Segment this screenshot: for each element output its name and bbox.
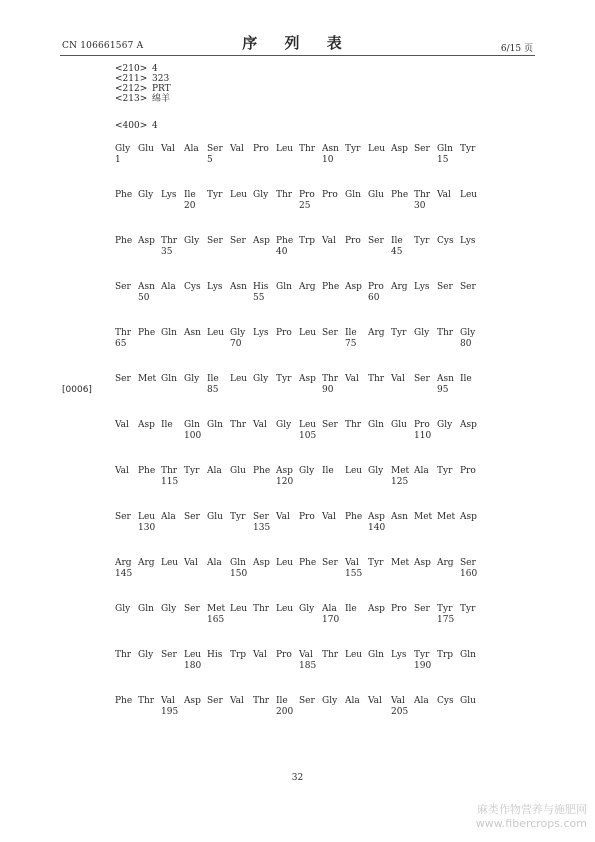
residue: Pro	[299, 190, 315, 200]
position-number: 60	[368, 293, 380, 303]
position-number: 10	[322, 155, 334, 165]
residue: Pro	[460, 466, 476, 476]
residue: His	[207, 650, 223, 660]
residue: Met	[391, 466, 410, 476]
residue: Tyr	[276, 374, 292, 384]
watermark-url: www.fibercrops.com	[475, 817, 587, 830]
residue: Phe	[391, 190, 409, 200]
residue: Met	[437, 512, 456, 522]
residue: Leu	[299, 328, 317, 338]
residue: Lys	[414, 282, 430, 292]
residue: Gly	[437, 420, 453, 430]
sequence-block	[115, 374, 485, 398]
residue: Arg	[437, 558, 454, 568]
residue: Leu	[460, 190, 478, 200]
position-number: 175	[437, 615, 455, 625]
sequence-block	[115, 604, 485, 628]
page-count: 6/15 页	[500, 44, 533, 54]
position-number: 55	[253, 293, 265, 303]
residue: Ala	[414, 466, 429, 476]
residue: Ser	[184, 604, 200, 614]
residue: Met	[391, 558, 410, 568]
residue: Gln	[368, 420, 384, 430]
residue: Phe	[115, 190, 133, 200]
residue: Gln	[437, 144, 453, 154]
residue: Val	[345, 558, 359, 568]
residue: Asp	[184, 696, 201, 706]
residue: Gly	[253, 190, 269, 200]
residue: Ile	[161, 420, 173, 430]
residue: Met	[207, 604, 226, 614]
position-number: 185	[299, 661, 317, 671]
residue: Met	[414, 512, 433, 522]
residue: Arg	[368, 328, 385, 338]
residue: Thr	[253, 604, 270, 614]
residue: Ser	[460, 282, 476, 292]
position-number: 110	[414, 431, 432, 441]
meta-tag: <210>	[115, 64, 148, 74]
sequence-block	[115, 190, 485, 214]
position-number: 100	[184, 431, 202, 441]
position-number: 120	[276, 477, 294, 487]
residue: Phe	[138, 328, 156, 338]
residue: Gly	[414, 328, 430, 338]
residue: Ser	[322, 558, 338, 568]
position-number: 90	[322, 385, 334, 395]
residue: Tyr	[414, 650, 430, 660]
residue: Val	[437, 190, 451, 200]
residue: Asp	[460, 512, 477, 522]
residue: Asp	[138, 236, 155, 246]
position-number: 170	[322, 615, 340, 625]
residue: Val	[161, 144, 175, 154]
residue: His	[253, 282, 269, 292]
residue: Thr	[437, 328, 454, 338]
position-number: 65	[115, 339, 127, 349]
residue: Ala	[414, 696, 429, 706]
residue: Val	[322, 236, 336, 246]
residue: Ser	[299, 696, 315, 706]
residue: Glu	[138, 144, 154, 154]
residue: Gly	[161, 604, 177, 614]
sequence-header	[115, 121, 158, 131]
residue: Asp	[368, 604, 385, 614]
position-number: 95	[437, 385, 449, 395]
residue: Ser	[414, 374, 430, 384]
position-number: 85	[207, 385, 219, 395]
position-number: 160	[460, 569, 478, 579]
residue: Asn	[391, 512, 408, 522]
residue: Phe	[115, 236, 133, 246]
residue: Val	[299, 650, 313, 660]
residue: Ser	[230, 236, 246, 246]
residue: Gly	[253, 374, 269, 384]
residue: Gln	[276, 282, 292, 292]
residue: Asn	[184, 328, 201, 338]
residue: Leu	[230, 374, 248, 384]
residue: Gly	[138, 190, 154, 200]
residue: Gln	[161, 374, 177, 384]
residue: Val	[391, 696, 405, 706]
position-number: 195	[161, 707, 179, 717]
residue: Phe	[138, 466, 156, 476]
residue: Leu	[230, 190, 248, 200]
position-number: 15	[437, 155, 449, 165]
position-number: 200	[276, 707, 294, 717]
residue: Trp	[230, 650, 247, 660]
residue: Cys	[184, 282, 201, 292]
residue: Lys	[460, 236, 476, 246]
residue: Thr	[368, 374, 385, 384]
residue: Ser	[368, 236, 384, 246]
position-number: 70	[230, 339, 242, 349]
residue: Val	[322, 512, 336, 522]
residue: Gln	[161, 328, 177, 338]
residue: Ile	[276, 696, 288, 706]
position-number: 145	[115, 569, 133, 579]
residue: Glu	[368, 190, 384, 200]
sequence-block	[115, 512, 485, 536]
residue: Asp	[253, 236, 270, 246]
residue: Arg	[138, 558, 155, 568]
residue: Ala	[161, 512, 176, 522]
residue: Trp	[299, 236, 316, 246]
position-number: 125	[391, 477, 409, 487]
residue: Gln	[230, 558, 246, 568]
residue: Pro	[368, 282, 384, 292]
sequence-block	[115, 236, 485, 260]
position-number: 25	[299, 201, 311, 211]
residue: Arg	[115, 558, 132, 568]
residue: Thr	[414, 190, 431, 200]
meta-value: 绵羊	[152, 94, 171, 104]
residue: Asp	[299, 374, 316, 384]
residue: Glu	[460, 696, 476, 706]
residue: Val	[115, 420, 129, 430]
residue: Thr	[345, 420, 362, 430]
residue: Cys	[437, 236, 454, 246]
residue: Gly	[276, 420, 292, 430]
residue: Leu	[276, 558, 294, 568]
residue: Pro	[414, 420, 430, 430]
residue: Leu	[276, 604, 294, 614]
position-number: 80	[460, 339, 472, 349]
position-number: 20	[184, 201, 196, 211]
meta-row-213	[115, 94, 171, 104]
residue: Ile	[322, 466, 334, 476]
header-divider	[60, 55, 535, 56]
residue: Val	[253, 420, 267, 430]
residue: Ser	[161, 650, 177, 660]
residue: Pro	[276, 650, 292, 660]
residue: Tyr	[345, 144, 361, 154]
position-number: 105	[299, 431, 317, 441]
meta-value: 4	[152, 64, 158, 74]
sequence-block	[115, 420, 485, 444]
position-number: 115	[161, 477, 179, 487]
residue: Gln	[345, 190, 361, 200]
residue: Pro	[345, 236, 361, 246]
residue: Glu	[207, 512, 223, 522]
residue: Thr	[322, 374, 339, 384]
residue: Leu	[207, 328, 225, 338]
residue: Leu	[345, 650, 363, 660]
residue: Ser	[322, 328, 338, 338]
page-header	[0, 0, 595, 60]
residue: Val	[230, 144, 244, 154]
residue: Glu	[230, 466, 246, 476]
residue: Asn	[322, 144, 339, 154]
residue: Tyr	[184, 466, 200, 476]
residue: Asp	[368, 512, 385, 522]
sequence-block	[115, 144, 485, 168]
residue: Tyr	[207, 190, 223, 200]
residue: Ser	[414, 604, 430, 614]
residue: Leu	[230, 604, 248, 614]
residue: Ala	[345, 696, 360, 706]
residue: Gly	[299, 466, 315, 476]
residue: Thr	[230, 420, 247, 430]
residue: Ser	[207, 144, 223, 154]
residue: Leu	[368, 144, 386, 154]
residue: Phe	[345, 512, 363, 522]
residue: Asp	[414, 558, 431, 568]
document-title: 序 列 表	[242, 34, 353, 52]
residue: Leu	[276, 144, 294, 154]
residue: Ala	[207, 558, 222, 568]
residue: Phe	[322, 282, 340, 292]
position-number: 50	[138, 293, 150, 303]
residue: Phe	[253, 466, 271, 476]
residue: Leu	[138, 512, 156, 522]
residue: Ile	[345, 604, 357, 614]
residue: Val	[230, 696, 244, 706]
position-number: 165	[207, 615, 225, 625]
document-id: CN 106661567 A	[62, 41, 144, 51]
residue: Lys	[253, 328, 269, 338]
meta-value: 323	[152, 74, 170, 84]
residue: Pro	[299, 512, 315, 522]
residue: Val	[253, 650, 267, 660]
residue: Val	[276, 512, 290, 522]
position-number: 130	[138, 523, 156, 533]
residue: Asp	[345, 282, 362, 292]
meta-row-212	[115, 84, 171, 94]
residue: Gln	[368, 650, 384, 660]
residue: Glu	[391, 420, 407, 430]
sequence-block	[115, 650, 485, 674]
residue: Ser	[460, 558, 476, 568]
residue: Gly	[299, 604, 315, 614]
sequence-block	[115, 466, 485, 490]
residue: Trp	[437, 650, 454, 660]
residue: Ala	[161, 282, 176, 292]
meta-row-211	[115, 74, 171, 84]
residue: Val	[345, 374, 359, 384]
residue: Tyr	[460, 144, 476, 154]
residue: Gly	[460, 328, 476, 338]
position-number: 180	[184, 661, 202, 671]
residue: Ala	[322, 604, 337, 614]
residue: Ser	[414, 144, 430, 154]
residue: Gly	[184, 236, 200, 246]
residue: Asn	[138, 282, 155, 292]
residue: Asp	[253, 558, 270, 568]
residue: Ile	[207, 374, 219, 384]
residue: Ile	[184, 190, 196, 200]
position-number: 1	[115, 155, 121, 165]
residue: Asn	[437, 374, 454, 384]
residue: Tyr	[414, 236, 430, 246]
residue: Ser	[253, 512, 269, 522]
sequence-block	[115, 558, 485, 582]
residue: Arg	[391, 282, 408, 292]
position-number: 30	[414, 201, 426, 211]
residue: Ala	[184, 144, 199, 154]
position-number: 45	[391, 247, 403, 257]
residue: Thr	[253, 696, 270, 706]
position-number: 190	[414, 661, 432, 671]
residue: Ile	[391, 236, 403, 246]
sequence-tag: <400>	[115, 121, 148, 131]
residue: Thr	[161, 466, 178, 476]
residue: Tyr	[391, 328, 407, 338]
residue: Thr	[115, 650, 132, 660]
residue: Phe	[115, 696, 133, 706]
page-number: 32	[291, 773, 304, 783]
position-number: 205	[391, 707, 409, 717]
residue: Thr	[299, 144, 316, 154]
watermark	[476, 801, 587, 830]
residue: Gln	[207, 420, 223, 430]
residue: Arg	[299, 282, 316, 292]
position-number: 155	[345, 569, 363, 579]
sequence-id: 4	[152, 121, 158, 131]
residue: Val	[184, 558, 198, 568]
residue: Leu	[184, 650, 202, 660]
residue: Tyr	[460, 604, 476, 614]
residue: Lys	[161, 190, 177, 200]
residue: Thr	[115, 328, 132, 338]
residue: Ser	[437, 282, 453, 292]
residue: Asp	[391, 144, 408, 154]
residue: Val	[115, 466, 129, 476]
sequence-block	[115, 328, 485, 352]
sequence-block	[115, 282, 485, 306]
residue: Phe	[276, 236, 294, 246]
residue: Leu	[161, 558, 179, 568]
residue: Pro	[276, 328, 292, 338]
position-number: 5	[207, 155, 213, 165]
residue: Lys	[391, 650, 407, 660]
meta-row-210	[115, 64, 171, 74]
residue: Thr	[161, 236, 178, 246]
residue: Gly	[230, 328, 246, 338]
residue: Ile	[460, 374, 472, 384]
residue: Met	[138, 374, 157, 384]
residue: Ala	[207, 466, 222, 476]
meta-value: PRT	[152, 84, 171, 94]
residue: Leu	[345, 466, 363, 476]
residue: Tyr	[437, 466, 453, 476]
residue: Asn	[230, 282, 247, 292]
position-number: 150	[230, 569, 248, 579]
residue: Ser	[322, 420, 338, 430]
residue: Ser	[207, 236, 223, 246]
residue: Leu	[299, 420, 317, 430]
residue: Asp	[276, 466, 293, 476]
watermark-site-name: 麻类作物营养与施肥网	[477, 803, 587, 816]
residue: Val	[368, 696, 382, 706]
residue: Ser	[184, 512, 200, 522]
residue: Gln	[138, 604, 154, 614]
position-number: 35	[161, 247, 173, 257]
residue: Asp	[138, 420, 155, 430]
residue: Thr	[322, 650, 339, 660]
residue: Tyr	[437, 604, 453, 614]
residue: Tyr	[368, 558, 384, 568]
position-number: 40	[276, 247, 288, 257]
residue: Ser	[207, 696, 223, 706]
residue: Lys	[207, 282, 223, 292]
residue: Gly	[322, 696, 338, 706]
residue: Ser	[115, 282, 131, 292]
residue: Gly	[115, 604, 131, 614]
residue: Pro	[391, 604, 407, 614]
residue: Gly	[184, 374, 200, 384]
residue: Gln	[184, 420, 200, 430]
position-number: 75	[345, 339, 357, 349]
residue: Thr	[276, 190, 293, 200]
meta-tag: <211>	[115, 74, 148, 84]
residue: Val	[161, 696, 175, 706]
sequence-metadata	[115, 64, 171, 104]
residue: Asp	[460, 420, 477, 430]
residue: Gly	[368, 466, 384, 476]
residue: Pro	[322, 190, 338, 200]
residue: Ser	[115, 374, 131, 384]
residue: Gly	[115, 144, 131, 154]
residue: Val	[391, 374, 405, 384]
residue: Phe	[299, 558, 317, 568]
position-number: 140	[368, 523, 386, 533]
residue: Cys	[437, 696, 454, 706]
paragraph-number: [0006]	[62, 385, 92, 395]
position-number: 135	[253, 523, 271, 533]
sequence-block	[115, 696, 485, 720]
residue: Tyr	[230, 512, 246, 522]
residue: Pro	[253, 144, 269, 154]
residue: Gln	[460, 650, 476, 660]
meta-tag: <213>	[115, 94, 148, 104]
residue: Ile	[345, 328, 357, 338]
residue: Ser	[115, 512, 131, 522]
residue: Thr	[138, 696, 155, 706]
meta-tag: <212>	[115, 84, 148, 94]
residue: Gly	[138, 650, 154, 660]
